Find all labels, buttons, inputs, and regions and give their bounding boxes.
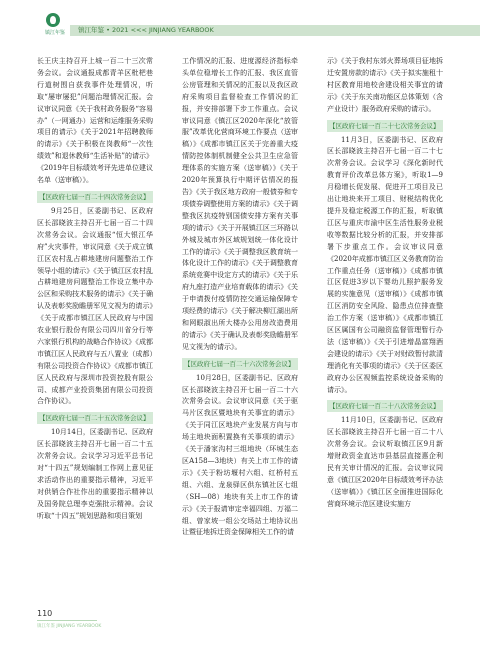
body-paragraph: 10月28日，区委副书记、区政府区长邵晓波主持召开七届一百二十六次常务会议。会议审议同意《关于驱马片区我区暨地块有关事宜的请示》《关于同江区地块产业发展方向与市场主地块面积置换有关事项的请示》《关于潘家沟村三组地块（环城生态区A158—3地块）有关上市工作的请示》《关于粉坊堰村六组、红桥村五组、六组、龙泉驿区供东镇社区七组（SH—08）地块有关上市工作的请示》《关于报请审定幸福四组、万福二组、曾家坡一组公交场站土地协议出让暨征地拆迁资金保障相关工作的请 xyxy=(182,373,298,537)
section-heading: 【区政府七届一百二十五次常务会议】 xyxy=(37,412,153,424)
logo-text: 镇江年鉴 xyxy=(44,30,65,36)
body-paragraph: 10月14日，区委副书记、区政府区长邵晓波主持召开七届一百二十五次常务会议。会议学习习近平总书记对“十四五”规划编制工作网上意见征求活动作出的重要指示精神，习近平对供销合作社作出的重要指示精神以及国务院总理李克强批示精神。会议听取“十四五”规划思路和项目策划 xyxy=(37,428,153,520)
page-number: 110 xyxy=(37,609,53,618)
body-paragraph: 示》《关于我村东郊火葬场项目征地拆迁安置房款的请示》《关于拟实施租十村区教育用地校舍建设相关事宜的请示》《关于东关南功能区总体策划（含产业设计）服务政府采购的请示》。 xyxy=(327,57,443,113)
body-paragraph: 11月10日，区委副书记、区政府区长邵晓波主持召开七届一百二十八次常务会议。会议听取镇江区9月新增财政资金直达市县基层直接惠企利民有关审计情况的汇报。会议审议同意《镇江区2020年目标绩效考评办法（送审稿）》《镇江区全面推进国际化营商环境示范区建设实施方 xyxy=(327,416,443,508)
body-paragraph: 11月3日，区委副书记、区政府区长邵晓波主持召开七届一百二十七次常务会议。会议学习《深化新时代教育评价改革总体方案》，听取1—9月稳增长促发展、促进开工项目及已出让地块来开工项目、财税结构优化提升及稳定税源工作的汇报，听取镇江区与重庆市渝中区生活性服务业税收等数据比较分析的汇报，并安排部署下步重点工作。会议审议同意《2020年成都市镇江区义务教育防治工作重点任务（送审稿）》《成都市镇江区促进3岁以下婴幼儿照护服务发展的实施意见（送审稿）》《成都市镇江区消防安全风险、隐患点位排查整治工作方案（送审稿）》《成都市镇江区区属国有公司融资监督管理暂行办法（送审稿）》《关于引进增晶富翔酒会建设的请示》《关于对财政暂付款清理消化有关事项的请示》《关于区委区政府办公区视频监控系统设备采购的请示》。 xyxy=(327,135,443,394)
text-column-3 xyxy=(327,56,443,511)
footer-caption: 镇江年鉴 JINJIANG YEARBOOK xyxy=(37,624,102,629)
section-heading: 【区政府七届一百二十四次常务会议】 xyxy=(37,191,153,203)
footer-divider xyxy=(37,620,97,621)
section-heading: 【区政府七届一百二十八次常务会议】 xyxy=(327,400,443,412)
page-header xyxy=(0,0,480,50)
yearbook-logo-icon xyxy=(44,13,64,41)
running-title: 镇江年鉴 • 2021 <<< JINJIANG YEARBOOK xyxy=(78,26,214,34)
text-column-1 xyxy=(37,56,153,523)
body-paragraph: 工作情况的汇报、进度源经济指标牵头单位稳增长工作的汇报、我区直管公房管理和关情况的汇报以及我区政府采购项目监督检查工作情况的汇报，并安排部署下步工作重点。会议审议同意《镇江区2020年深化“放管服”改革优化营商环境工作要点（送审稿）》《成都市镇江区关于完善重大疫情防控体制机制健全公共卫生应急管理体系的实施方案（送审稿）》《关于2020年预算执行中期评估情况的报告》《关于我区地方政府一般债券和专项债券调整使用方案的请示》《关于调整我区抗疫特别国债安排方案有关事项的请示》《关于开展镇江区三环路以外城及城市外区域规划统一体化设计工作的请示》《关于调整我区教育统一体化设计工作的请示》《关于调整教育系统竞赛中设定方式的请示》《关于乐府九座打造产业培育载体的请示》《关于申请拨付疫情防控交通运输保障专项经费的请示》《关于解决柳江湖出所和网眼淑出所大楼办公用房改造费用的请示》《关于确认及表彰奖励瞻册军见文视为的请示》。 xyxy=(182,57,298,351)
text-column-2 xyxy=(182,56,298,539)
body-paragraph: 长王庆主持召开上城一百二十三次常务会议。会议通报成都青羊区枇杷巷行道树围自获我事件处理情况，听取“屡审屡犯”问题治理情况汇报。会议审议同意《关于我村政务服务“容易办”（一网通办）运营和运维服务采购项目的请示》《关于2021年招聘教师的请示》《关于积极在岗教师“一次性绩效”和退休教师“生活补贴”的请示》《2019年目标绩效考评先进单位建议名单（送审稿）》。 xyxy=(37,57,153,185)
section-heading: 【区政府七届一百二十七次常务会议】 xyxy=(327,120,443,132)
section-heading: 【区政府七届一百二十六次常务会议】 xyxy=(182,358,298,370)
body-paragraph: 9月25日，区委副书记、区政府区长邵晓波主持召开七届一百二十四次常务会议。会议通报“恒大银江华府”火灾事件，审议同意《关于成立镇江区农村乱占耕地建房问题整治工作领导小组的请示》《关于镇江区农村乱占耕地建房问题整治工作设立集中办公区和采购技术服务的请示》《关于确认及表彰奖励瞻册军见文视为的请示》《关于成都市镇江区人民政府与中国农业银行股份有限公司四川省分行等六家银行机构的战略合作协议》《成都市镇江区人民政府与五八置业（成都）有限公司投资合作协议》《成都市镇江区人民政府与深圳市投资控股有限公司、成都产业投资集团有限公司投资合作协议》。 xyxy=(37,206,153,406)
